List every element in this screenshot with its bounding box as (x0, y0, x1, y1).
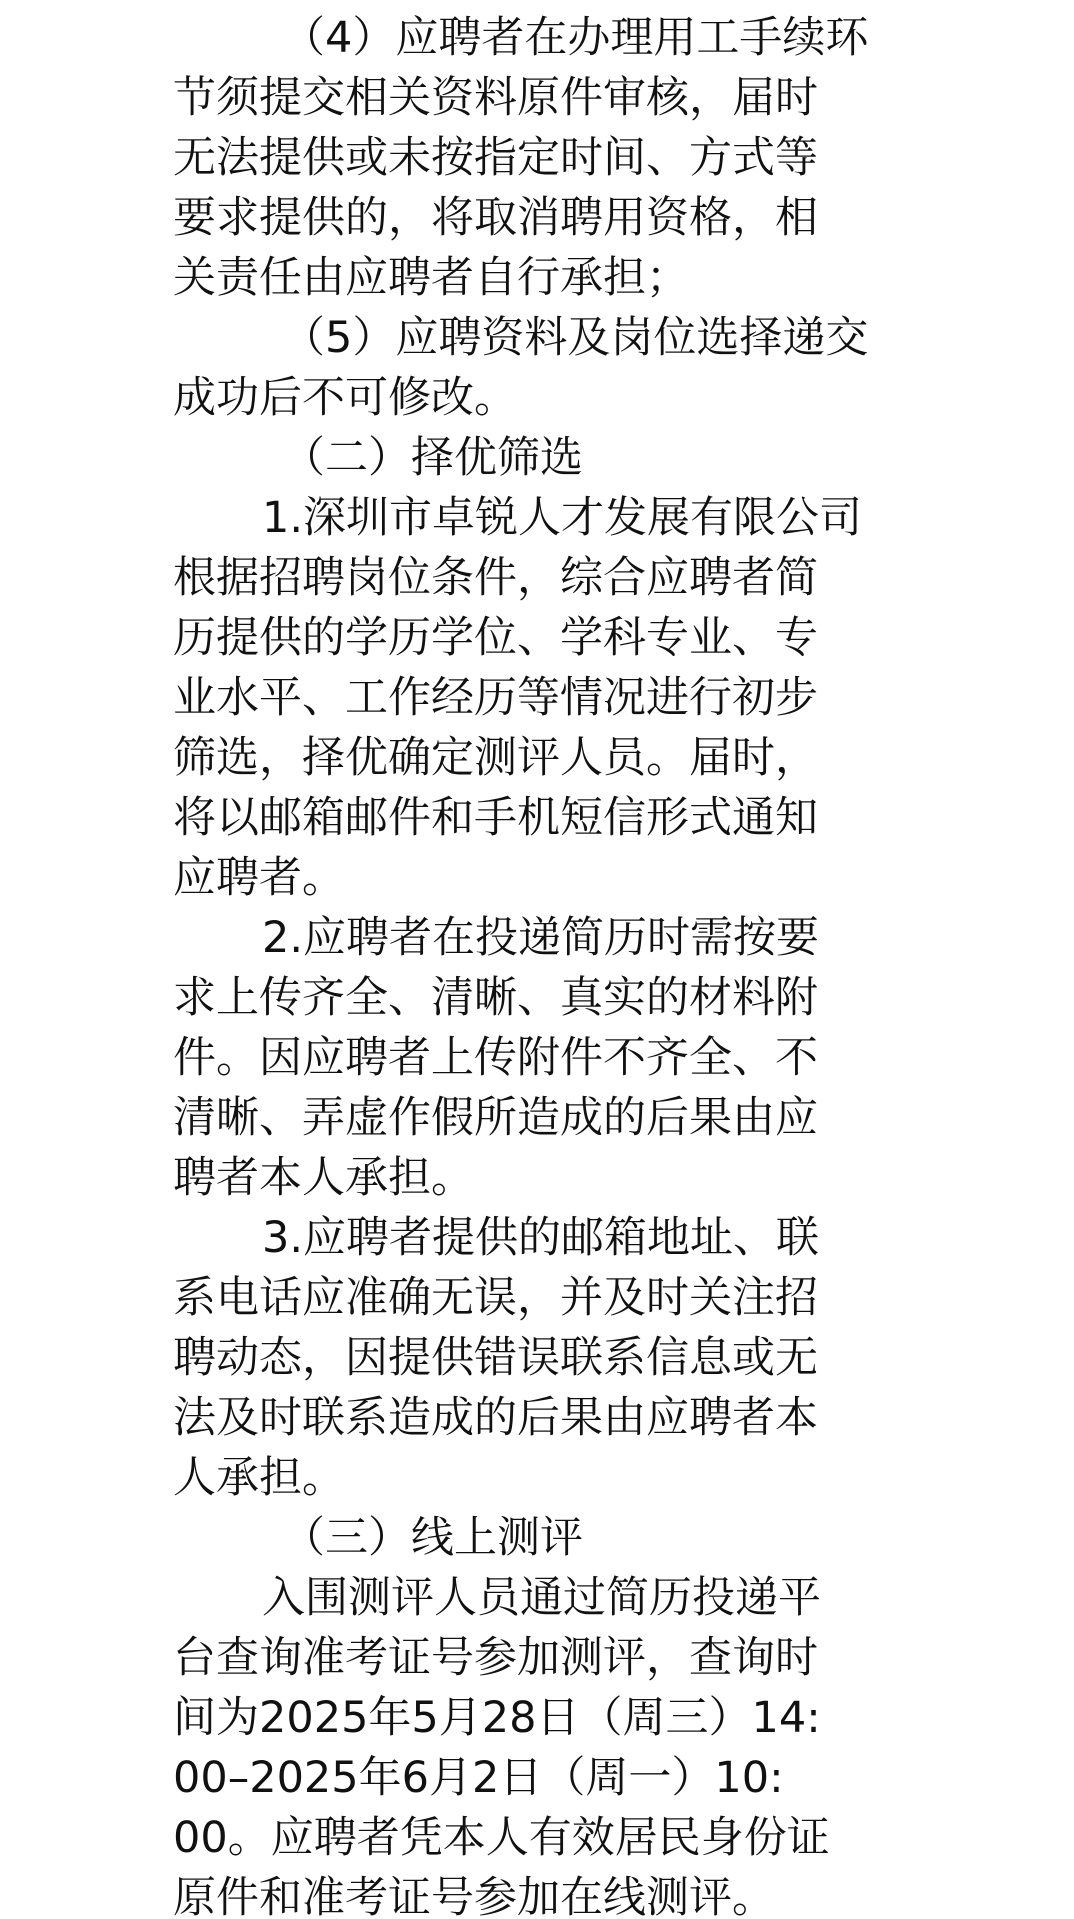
text-line: 00。应聘者凭本人有效居民身份证 (173, 1813, 830, 1863)
text-line: 00–2025年6月2日（周一）10: (173, 1753, 784, 1803)
text-line: 聘者本人承担。 (173, 1153, 474, 1203)
text-line: 要求提供的，将取消聘用资格，相 (173, 193, 818, 243)
text-line: 件。因应聘者上传附件不齐全、不 (173, 1033, 818, 1083)
text-line: 入围测评人员通过简历投递平 (262, 1573, 821, 1623)
text-line: 系电话应准确无误，并及时关注招 (173, 1273, 818, 1323)
text-line: 1.深圳市卓锐人才发展有限公司 (262, 493, 863, 543)
text-line: 求上传齐全、清晰、真实的材料附 (173, 973, 818, 1023)
text-line: 2.应聘者在投递简历时需按要 (262, 913, 820, 963)
text-line: 节须提交相关资料原件审核，届时 (173, 73, 818, 123)
text-line: 台查询准考证号参加测评，查询时 (173, 1633, 818, 1683)
text-line: 根据招聘岗位条件，综合应聘者简 (173, 553, 818, 603)
text-line: 聘动态，因提供错误联系信息或无 (173, 1333, 818, 1383)
text-line: 历提供的学历学位、学科专业、专 (173, 613, 818, 663)
text-line: 应聘者。 (173, 853, 345, 903)
text-line: 法及时联系造成的后果由应聘者本 (173, 1393, 818, 1443)
text-line: 业水平、工作经历等情况进行初步 (173, 673, 818, 723)
section-heading: （三）线上测评 (282, 1513, 583, 1563)
text-line: 人承担。 (173, 1453, 345, 1503)
text-line: 清晰、弄虚作假所造成的后果由应 (173, 1093, 818, 1143)
text-line: 将以邮箱邮件和手机短信形式通知 (173, 793, 818, 843)
text-line: 成功后不可修改。 (173, 373, 517, 423)
text-line: （5）应聘资料及岗位选择递交 (282, 313, 869, 363)
text-line: 筛选，择优确定测评人员。届时， (173, 733, 818, 783)
text-line: 间为2025年5月28日（周三）14: (173, 1693, 821, 1743)
text-line: 原件和准考证号参加在线测评。 (173, 1873, 775, 1919)
text-line: 无法提供或未按指定时间、方式等 (173, 133, 818, 183)
text-line: （4）应聘者在办理用工手续环 (282, 13, 869, 63)
text-line: 3.应聘者提供的邮箱地址、联 (262, 1213, 820, 1263)
text-line: 关责任由应聘者自行承担； (173, 253, 689, 303)
section-heading: （二）择优筛选 (282, 433, 583, 483)
